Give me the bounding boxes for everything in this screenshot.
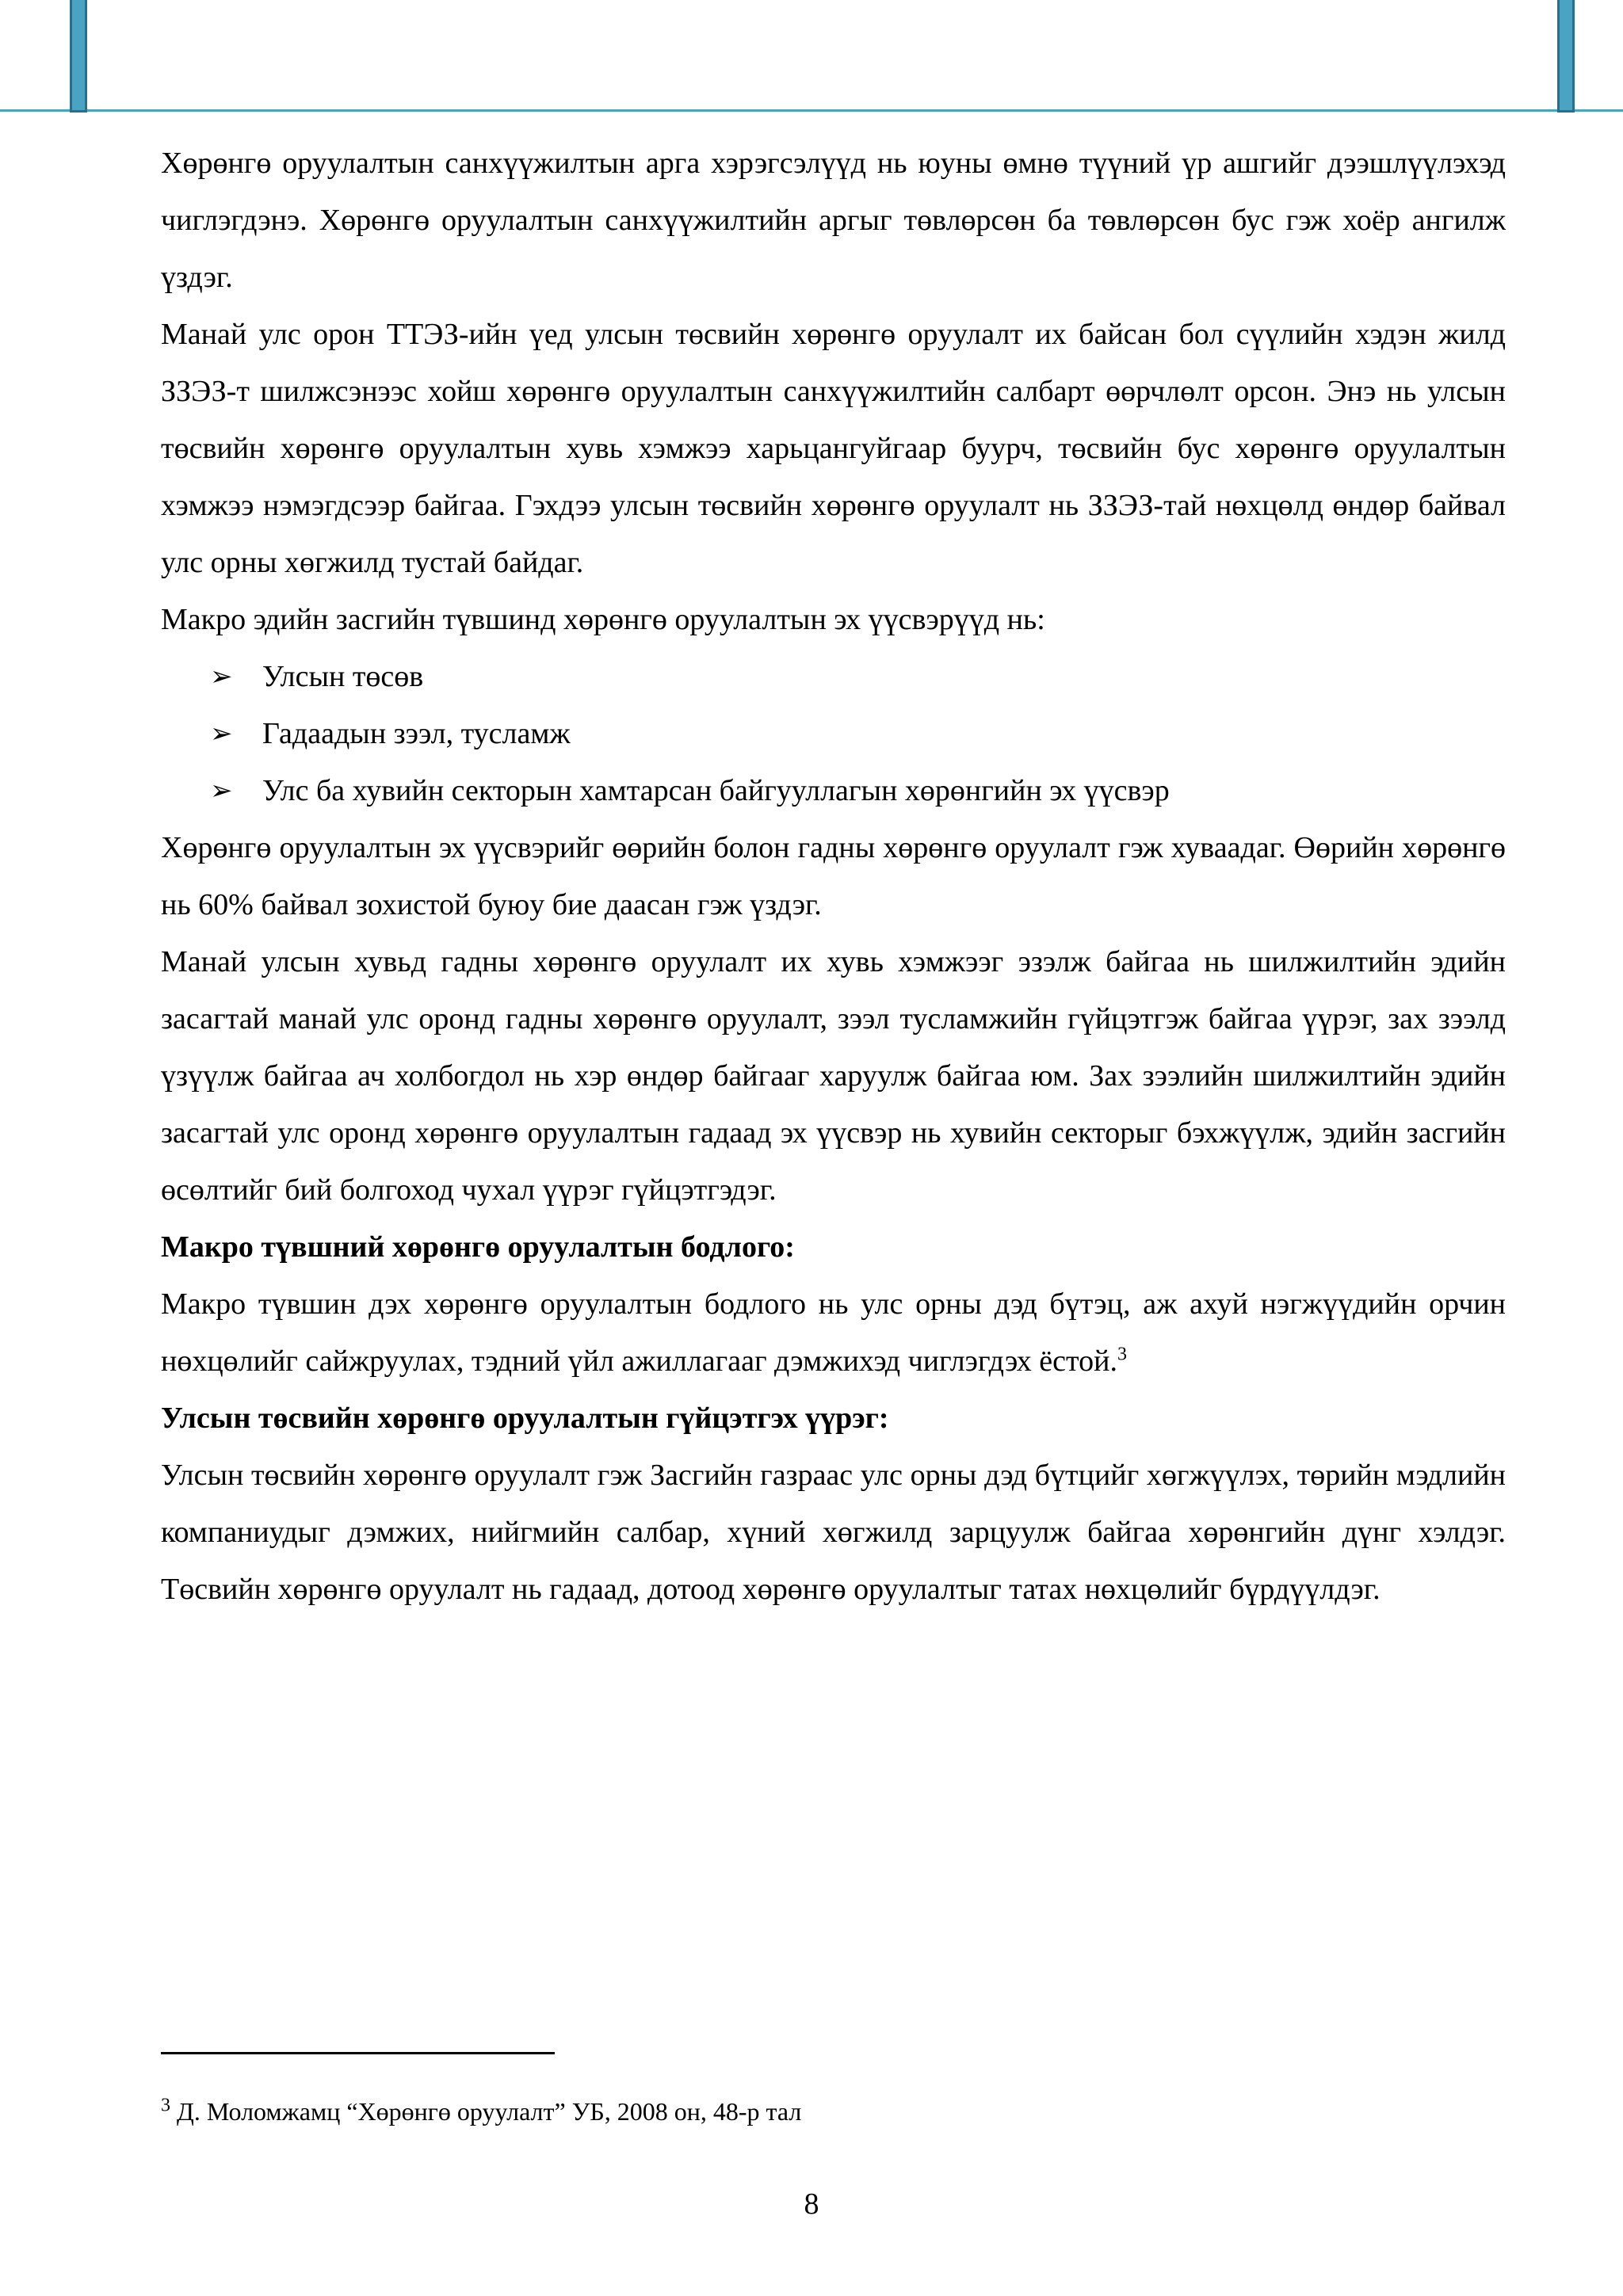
page-body [161,135,1506,1618]
list-item: ➢ Гадаадын зээл, тусламж [161,705,1506,762]
paragraph-external-investment: Манай улсын хувьд гадны хөрөнгө оруулалт их хувь хэмжээг эзэлж байгаа нь шилжилтийн эдийн засагтай манай улс оронд гадны хөрөнгө оруулалт, зээл тусламжийн гүйцэтгэж байгаа үүрэг, зах зээлд үзүүлж байгаа ач холбогдол нь хэр өндөр байгааг харуулж байгаа юм. Зах зээлийн шилжилтийн эдийн засагтай улс оронд хөрөнгө оруулалтын гадаад эх үүсвэр нь хувийн секторыг бэхжүүлж, эдийн засгийн өсөлтийг бий болгоход чухал үүрэг гүйцэтгэдэг. [161,945,1506,1207]
footnote-separator [161,2052,555,2054]
paragraph-transition: Манай улс орон ТТЭЗ-ийн үед улсын төсвийн хөрөнгө оруулалт их байсан бол сүүлийн хэдэн жилд ЗЗЭЗ-т шилжсэнээс хойш хөрөнгө оруулалтын санхүүжилтийн салбарт өөрчлөлт орсон. Энэ нь улсын төсвийн хөрөнгө оруулалтын хувь хэмжээ харьцангуйгаар буурч, төсвийн бус хөрөнгө оруулалтын хэмжээ нэмэгдсээр байгаа. Гэхдээ улсын төсвийн хөрөнгө оруулалт нь ЗЗЭЗ-тай нөхцөлд өндөр байвал улс орны хөгжилд тустай байдаг. [161,318,1506,579]
header-tab-left [70,0,87,113]
paragraph-macro-policy: Макро түвшин дэх хөрөнгө оруулалтын бодлого нь улс орны дэд бүтэц, аж ахуй нэгжүүдийн орчин нөхцөлийг сайжруулах, тэдний үйл ажиллагааг дэмжихэд чиглэгдэх ёстой.$^3$ [161,1287,1506,1378]
arrow-bullet-icon: ➢ [210,718,233,749]
page-number: 8 [804,2187,819,2221]
arrow-bullet-icon: ➢ [210,661,233,692]
paragraph-sources-intro: Макро эдийн засгийн түвшинд хөрөнгө оруулалтын эх үүсвэрүүд нь: [161,603,1045,636]
list-item: ➢ Улс ба хувийн секторын хамтарсан байгууллагын хөрөнгийн эх үүсвэр [161,762,1506,819]
footnote-text: Д. Моломжамц “Хөрөнгө оруулалт” УБ, 2008 он, 48-р тал [170,2097,802,2126]
footnote [161,2096,801,2127]
paragraph-own-external: Хөрөнгө оруулалтын эх үүсвэрийг өөрийн болон гадны хөрөнгө оруулалт гэж хуваадаг. Өөрийн хөрөнгө нь 60% байвал зохистой буюу бие даасан гэж үздэг. [161,831,1506,921]
heading-macro-policy: Макро түвшний хөрөнгө оруулалтын бодлого: [161,1230,795,1264]
list-item: ➢ Улсын төсөв [161,648,1506,705]
paragraph-budget-investment: Улсын төсвийн хөрөнгө оруулалт гэж Засгийн газраас улс орны дэд бүтцийг хөгжүүлэх, төрийн мэдлийн компаниудыг дэмжих, нийгмийн салбар, хүний хөгжилд зарцуулж байгаа хөрөнгийн дүнг хэлдэг. Төсвийн хөрөнгө оруулалт нь гадаад, дотоод хөрөнгө оруулалтыг татах нөхцөлийг бүрдүүлдэг. [161,1459,1506,1606]
header-rule [0,109,1623,112]
footnote-reference[interactable]: 3 [1117,1344,1127,1365]
sources-list [161,648,1506,819]
heading-budget-role: Улсын төсвийн хөрөнгө оруулалтын гүйцэтгэх үүрэг: [161,1402,889,1435]
footnote-number: 3 [161,2095,170,2116]
paragraph-financing-tools: Хөрөнгө оруулалтын санхүүжилтын арга хэрэгсэлүүд нь юуны өмнө түүний үр ашгийг дээшлүүлэхэд чиглэгдэнэ. Хөрөнгө оруулалтын санхүүжилтийн аргыг төвлөрсөн ба төвлөрсөн бус гэж хоёр ангилж үздэг. [161,147,1506,294]
header-tab-right [1557,0,1575,113]
arrow-bullet-icon: ➢ [210,775,233,807]
